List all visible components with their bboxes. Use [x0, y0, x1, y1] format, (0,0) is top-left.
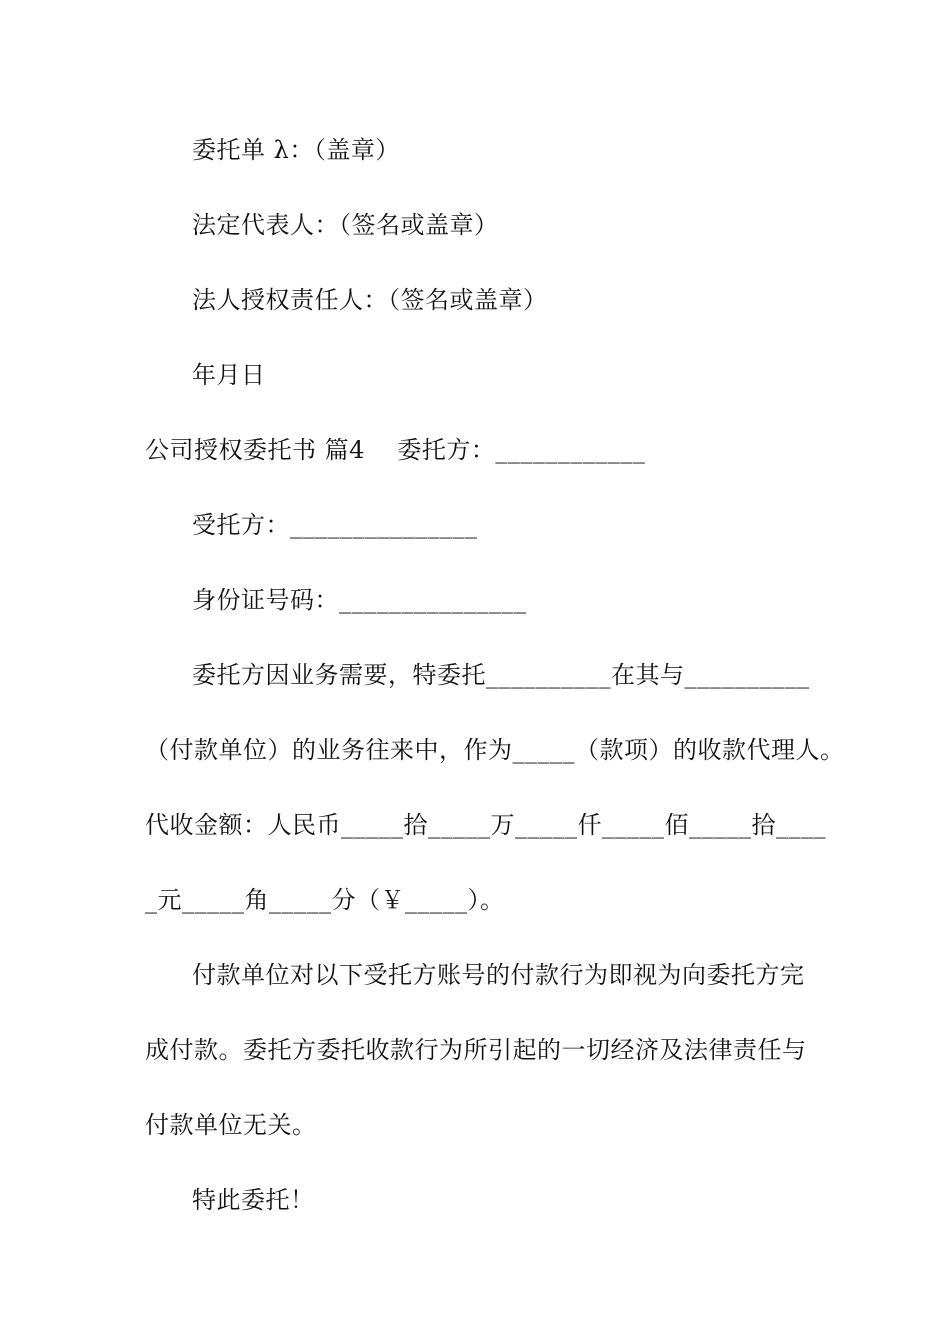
paragraph-line: 付款单位对以下受托方账号的付款行为即视为向委托方完 [192, 961, 805, 989]
legal-representative-line: 法定代表人：（签名或盖章） [192, 211, 499, 239]
section-heading-line: 公司授权委托书 篇4 委托方：____________ [145, 436, 646, 464]
paragraph-line: 付款单位无关。 [145, 1111, 317, 1139]
paragraph-line: （付款单位）的业务往来中，作为_____（款项）的收款代理人。 [145, 736, 845, 764]
id-number-line: 身份证号码：_______________ [192, 586, 527, 614]
paragraph-line: 成付款。委托方委托收款行为所引起的一切经济及法律责任与 [145, 1036, 807, 1064]
principal-seal-line: 委托单 λ：（盖章） [192, 136, 400, 164]
amount-line: 代收金额：人民币_____拾_____万_____仟_____佰_____拾____ [145, 811, 826, 839]
authorized-person-line: 法人授权责任人：（签名或盖章） [192, 286, 548, 314]
amount-line: _元_____角_____分（￥_____）。 [145, 886, 505, 914]
paragraph-line: 委托方因业务需要，特委托__________在其与__________ [192, 661, 810, 689]
closing-line: 特此委托！ [192, 1186, 315, 1214]
agent-line: 受托方：_______________ [192, 511, 478, 539]
date-line: 年月日 [192, 361, 266, 389]
